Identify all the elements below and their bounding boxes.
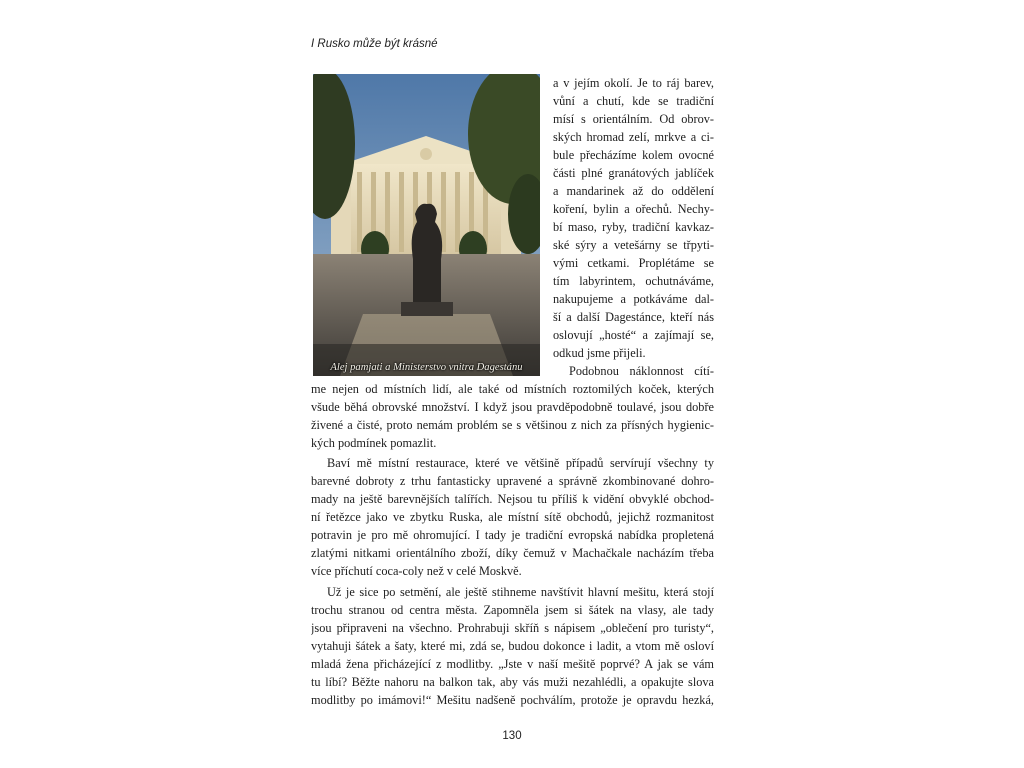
body-text-line: tu líbí? Běžte nahoru na balkon tak, aby vás muži nezahlédli, a opakujte slova xyxy=(311,675,714,689)
body-text-line: kých podmínek pomazlit. xyxy=(311,436,437,450)
body-text-line: tím labyrintem, ochutnáváme, xyxy=(553,274,714,288)
body-text-line: Baví mě místní restaurace, které ve většině případů servírují všechny ty xyxy=(327,456,714,470)
body-text-line: ské sýry a vetešárny se třpyti- xyxy=(553,238,714,252)
body-text-line: ní řetězce jako ve zbytku Ruska, ale místní sítě obchodů, jejichž rozmanitost xyxy=(311,510,714,524)
body-text-line: jsou připraveni na všechno. Prohrabuji skříň s nápisem „oblečení pro turisty“, xyxy=(311,621,714,635)
body-text-line: vytahuji šátek a šaty, které mi, zdá se, budou dokonce i ladit, a vtom mě osloví xyxy=(311,639,714,653)
body-text-line: odkud jsme přijeli. xyxy=(553,346,646,360)
body-text-line: ší a další Dagestánce, kteří nás xyxy=(553,310,714,324)
figure-caption: Alej pamjati a Ministerstvo vnitra Dagestánu xyxy=(330,362,523,373)
body-text-line: vůní a chutí, kde se tradiční xyxy=(553,94,714,108)
body-text-line: mladá žena přicházející z modlitby. „Jste v naší mešitě poprvé? A jak se vám xyxy=(311,657,714,671)
body-text-line: ských hromad zelí, mrkve a ci- xyxy=(553,130,714,144)
page-number: 130 xyxy=(502,730,522,742)
body-text-line: Už je sice po setmění, ale ještě stihneme navštívit hlavní mešitu, která stojí xyxy=(327,585,714,599)
body-text-line: trochu stranou od centra města. Zapomněla jsem si šátek na vlasy, ale tady xyxy=(311,603,714,617)
body-text-line: mady na ještě barevnějších talířích. Nejsou tu příliš k vidění obvyklé obchod- xyxy=(311,492,714,506)
body-text-line: bule přecházíme kolem ovocné xyxy=(553,148,714,162)
body-text-line: Podobnou náklonnost cítí- xyxy=(569,364,714,378)
photo-illustration xyxy=(313,74,540,376)
body-text-line: více příchutí coca-coly než v celé Moskvě. xyxy=(311,564,522,578)
body-text-line: potravin je pro mě ohromující. I tady je tradiční evropská nabídka propletená xyxy=(311,528,714,542)
body-text-line: modlitby po imámovi!“ Mešitu nadšeně pochválím, protože je opravdu hezká, xyxy=(311,693,714,707)
running-header: I Rusko může být krásné xyxy=(311,38,438,50)
body-text-line: všude běhá obrovské množství. I když jsou pravděpodobně toulavé, jsou dobře xyxy=(311,400,714,414)
body-text-line: vými cetkami. Proplétáme se xyxy=(553,256,714,270)
body-text-line: me nejen od místních lidí, ale také od místních roztomilých koček, kterých xyxy=(311,382,714,396)
body-text-line: barevné dobroty z trhu fantasticky upravené a správně zkombinované dohro- xyxy=(311,474,714,488)
figure-photo xyxy=(313,74,540,376)
body-text-line: živené a čisté, proto nemám problém se s většinou z nich za přísných hygienic- xyxy=(311,418,714,432)
body-text-line: části plné granátových jablíček xyxy=(553,166,714,180)
body-text-line: oslovují „hosté“ a zajímají se, xyxy=(553,328,714,342)
body-text-line: nakupujeme a potkáváme dal- xyxy=(553,292,714,306)
body-text-line: a mandarinek až do oddělení xyxy=(553,184,714,198)
body-text-line: koření, bylin a ořechů. Nechy- xyxy=(553,202,714,216)
body-text-line: mísí s orientálním. Od obrov- xyxy=(553,112,714,126)
body-text-line: bí maso, ryby, tradiční kavkaz- xyxy=(553,220,714,234)
body-text-line: zlatými nitkami orientálního zboží, díky čemuž v Machačkale nacházím třeba xyxy=(311,546,714,560)
body-text-line: a v jejím okolí. Je to ráj barev, xyxy=(553,76,714,90)
